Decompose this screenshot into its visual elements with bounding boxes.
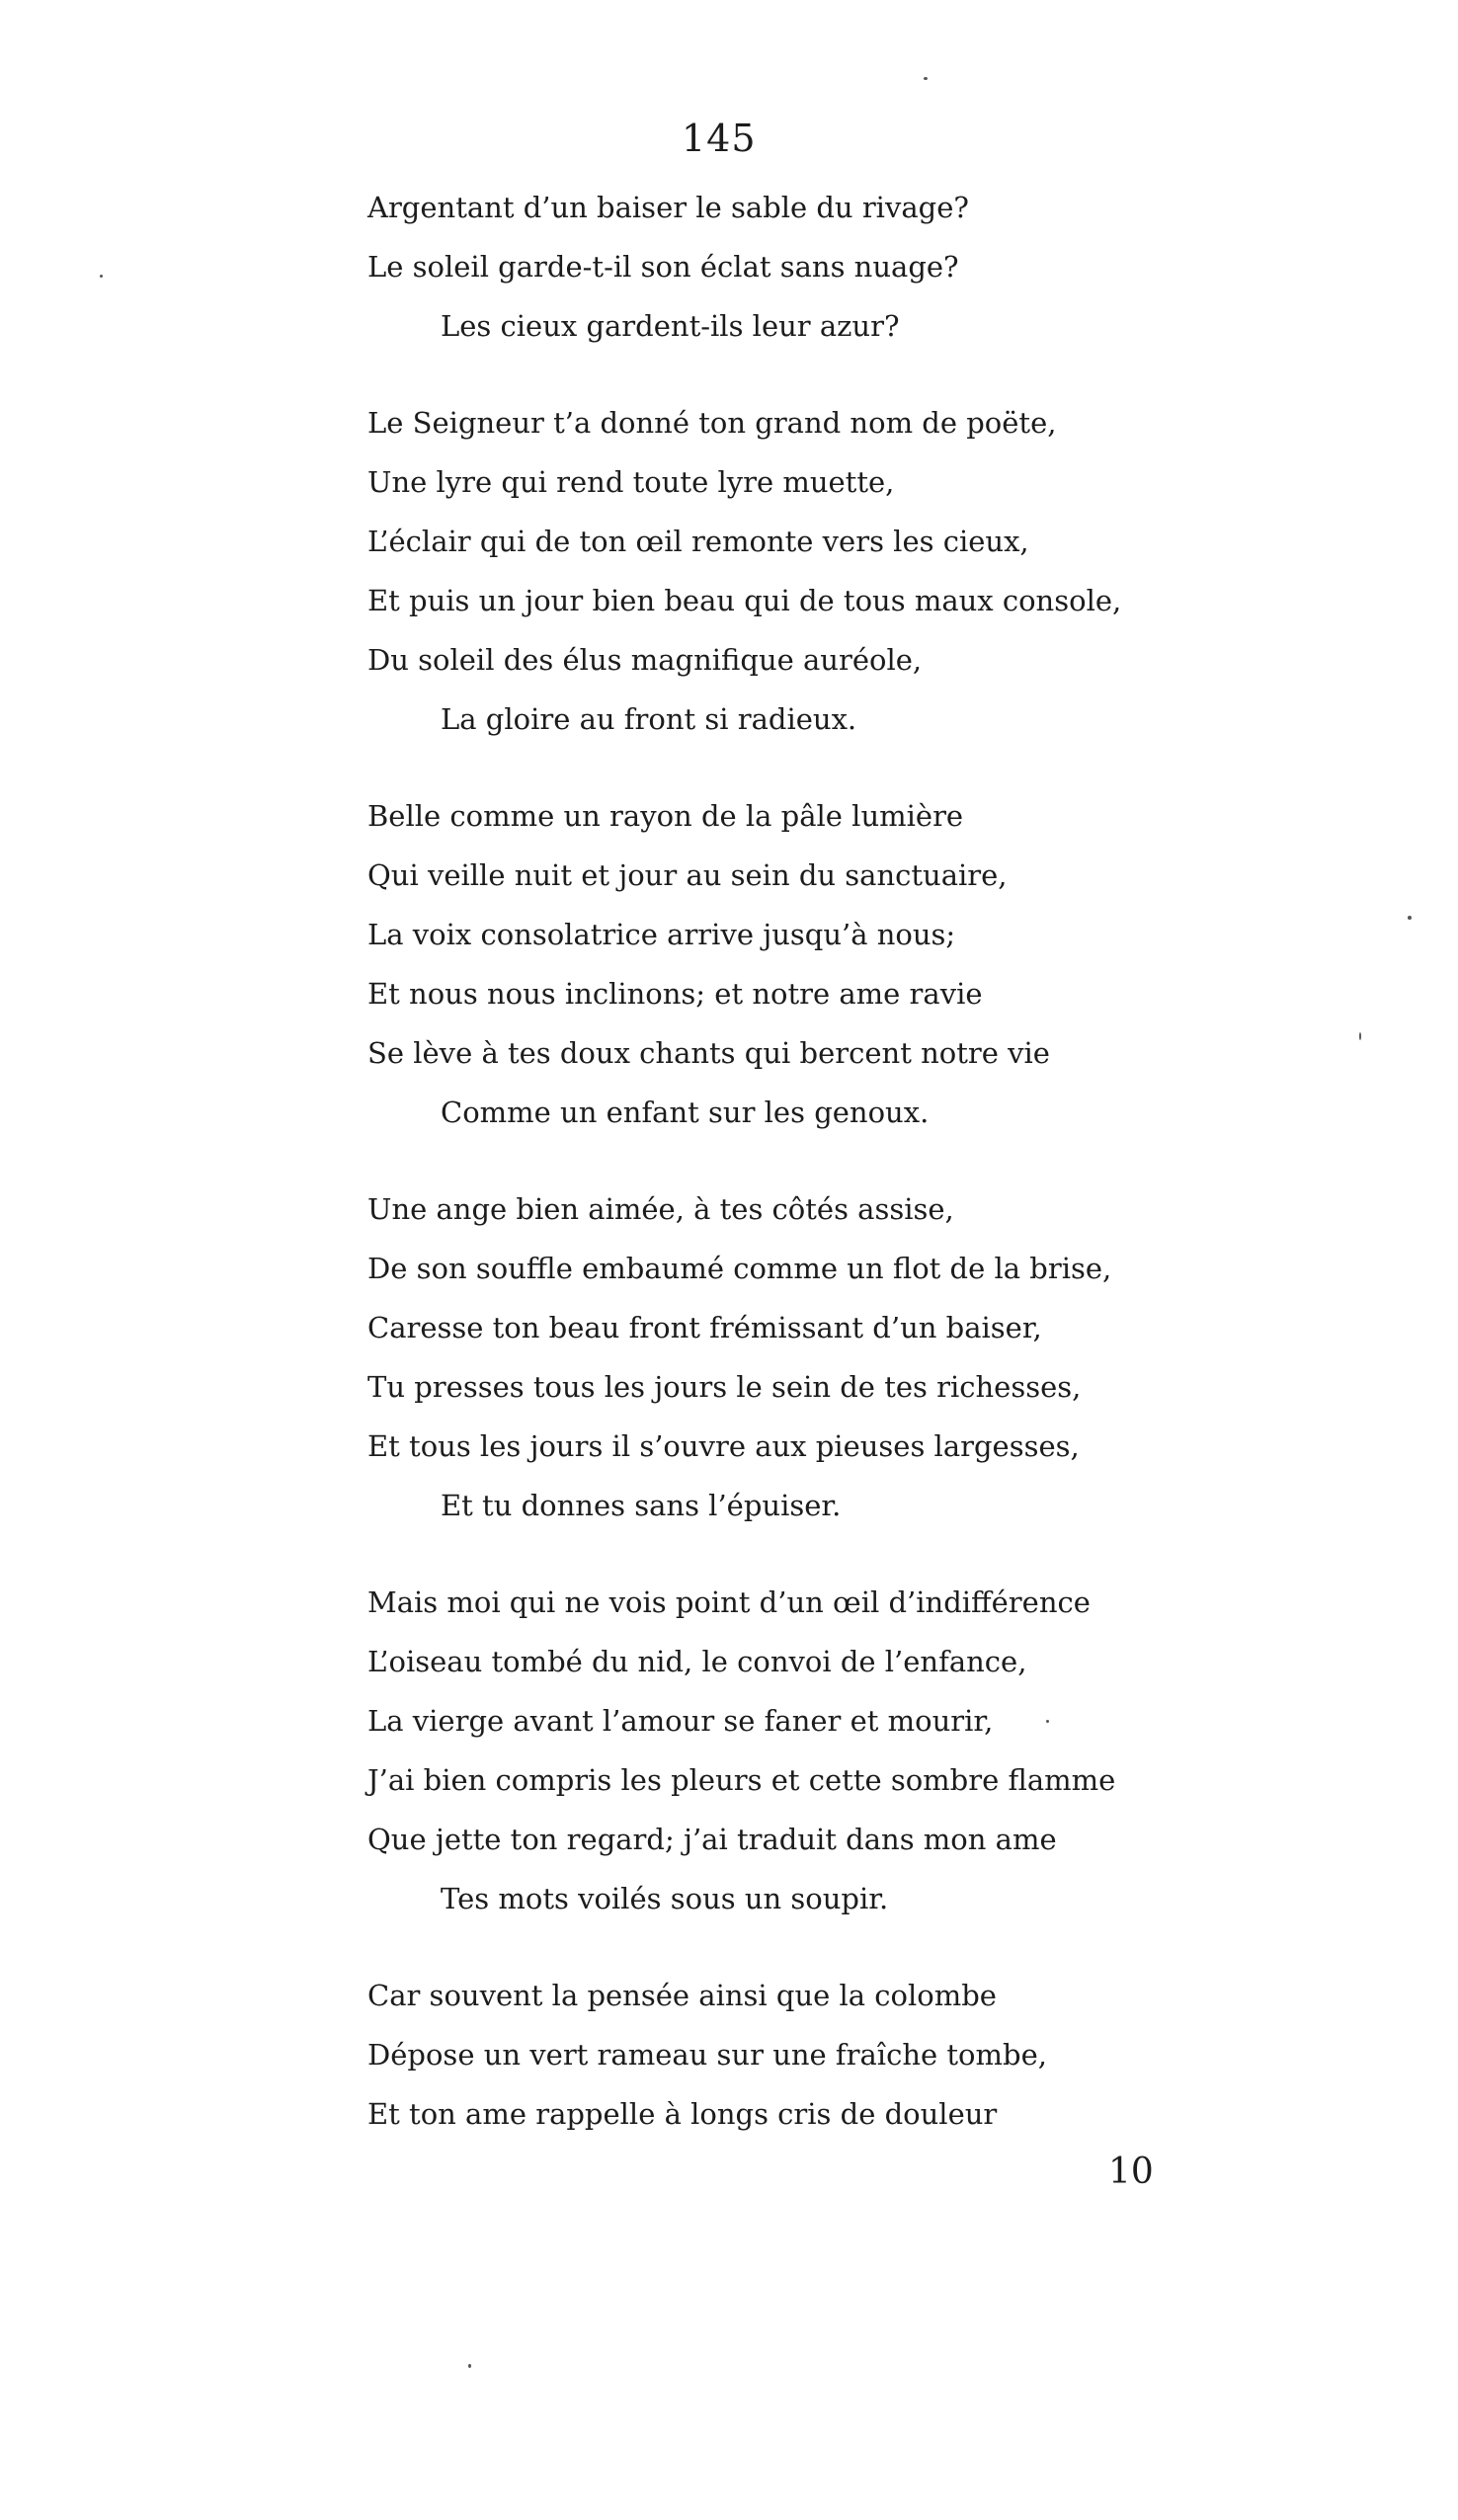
stanza [367,786,1217,1142]
verse-line: Et nous nous inclinons; et notre ame ravie [367,977,983,1011]
verse-line: La gloire au front si radieux. [441,702,857,736]
verse-line: La vierge avant l’amour se faner et mourir, [367,1704,994,1738]
verse-line: Se lève à tes doux chants qui bercent notre vie [367,1036,1050,1070]
paper-speck [1046,1720,1049,1723]
verse-line: Mais moi qui ne vois point d’un œil d’indifférence [367,1585,1091,1619]
verse-line: Comme un enfant sur les genoux. [441,1096,930,1129]
verse-line: La voix consolatrice arrive jusqu’à nous; [367,918,956,951]
verse-line: Tu presses tous les jours le sein de tes richesses, [367,1370,1082,1404]
verse-line: Car souvent la pensée ainsi que la colombe [367,1979,997,2012]
stanza [367,1573,1217,1928]
verse-line: Dépose un vert rameau sur une fraîche tombe, [367,2038,1047,2072]
paper-speck [468,2364,471,2368]
verse-line: Et puis un jour bien beau qui de tous maux console, [367,584,1122,617]
verse-line: Une lyre qui rend toute lyre muette, [367,465,895,499]
verse-line: Tes mots voilés sous un soupir. [441,1882,889,1915]
stanza [367,178,1217,356]
verse-line: L’oiseau tombé du nid, le convoi de l’enfance, [367,1645,1027,1678]
verse-line: Argentant d’un baiser le sable du rivage? [367,191,969,224]
verse-line: L’éclair qui de ton œil remonte vers les cieux, [367,525,1029,558]
verse-line: Belle comme un rayon de la pâle lumière [367,799,964,833]
paper-speck [924,77,928,80]
verse-line: J’ai bien compris les pleurs et cette sombre flamme [367,1763,1116,1797]
paper-speck [100,275,103,278]
verse-line: Et ton ame rappelle à longs cris de douleur [367,2097,998,2131]
verse-line: De son souffle embaumé comme un flot de la brise, [367,1252,1112,1285]
signature-mark: 10 [1108,2152,1154,2192]
poem-text [367,178,1217,2144]
verse-line: Caresse ton beau front frémissant d’un baiser, [367,1311,1042,1344]
stanza [367,1966,1217,2144]
page-number: 145 [682,117,757,160]
paper-speck [1408,916,1412,920]
verse-line: Et tous les jours il s’ouvre aux pieuses largesses, [367,1429,1080,1463]
verse-line: Une ange bien aimée, à tes côtés assise, [367,1192,954,1226]
verse-line: Le soleil garde-t-il son éclat sans nuage? [367,250,959,284]
verse-line: Les cieux gardent-ils leur azur? [441,309,900,343]
verse-line: Du soleil des élus magnifique auréole, [367,643,923,677]
verse-line: Que jette ton regard; j’ai traduit dans mon ame [367,1823,1057,1856]
verse-line: Qui veille nuit et jour au sein du sanctuaire, [367,858,1008,892]
verse-line: Le Seigneur t’a donné ton grand nom de poëte, [367,406,1057,440]
stanza [367,1179,1217,1535]
verse-line: Et tu donnes sans l’épuiser. [441,1489,842,1522]
paper-speck [1359,1032,1361,1040]
stanza [367,393,1217,749]
